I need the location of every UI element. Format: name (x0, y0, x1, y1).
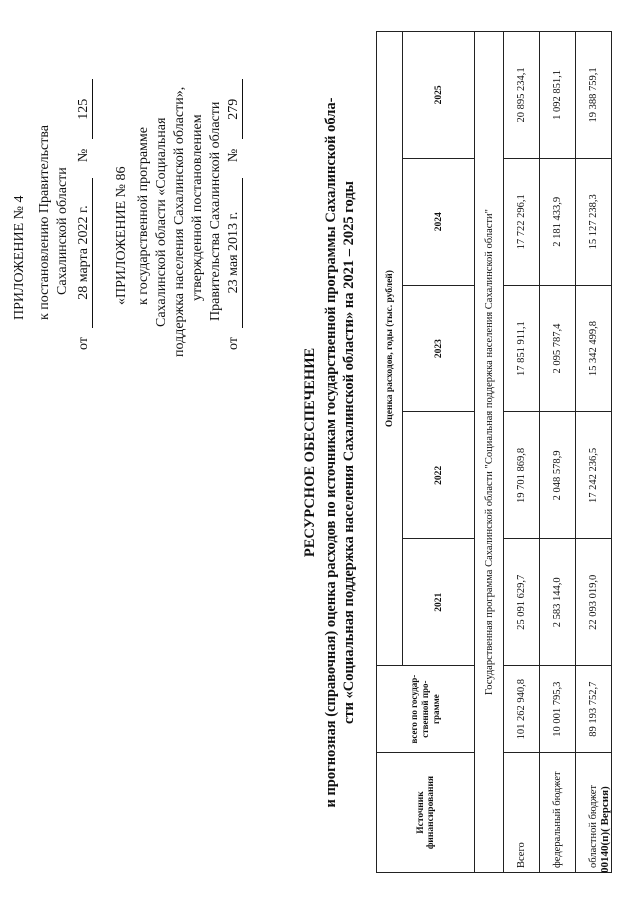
appendix-4-number: 125 (76, 79, 93, 139)
cell-value: 15 342 499,8 (576, 285, 612, 412)
cell-total: 89 193 752,7 (576, 666, 612, 753)
appendix-4-date: 28 марта 2022 г. (76, 178, 93, 328)
cell-value: 19 701 869,8 (504, 412, 540, 539)
cell-value: 2 095 787,4 (540, 285, 576, 412)
cell-value: 1 092 851,1 (540, 32, 576, 159)
col-header-year: 2025 (403, 32, 475, 159)
cell-value: 19 388 759,1 (576, 32, 612, 159)
cell-value: 22 093 019,0 (576, 539, 612, 666)
appendix-86-num-label: № (226, 148, 241, 163)
appendix-86-title: «ПРИЛОЖЕНИЕ № 86 (114, 166, 129, 305)
cell-value: 17 722 296,1 (504, 158, 540, 285)
appendix-86-number: 279 (226, 79, 243, 139)
appendix-4-line2: Сахалинской области (55, 167, 70, 295)
appendix-86-line3: поддержка населения Сахалинской области», (172, 86, 187, 357)
table-row (504, 32, 540, 873)
row-label: областной бюджет (576, 753, 612, 873)
cell-value: 2 181 433,9 (540, 158, 576, 285)
appendix-4-from: от (76, 337, 91, 350)
cell-value: 2 048 578,9 (540, 412, 576, 539)
cell-total: 101 262 940,8 (504, 666, 540, 753)
heading-line2: и прогнозная (справочная) оценка расходов по источникам государственной программы Сахалинской обла- (323, 97, 339, 808)
appendix-4-date-line (76, 79, 93, 350)
cell-value: 25 091 629,7 (504, 539, 540, 666)
table-row (540, 32, 576, 873)
row-label: федеральный бюджет (540, 753, 576, 873)
col-header-year: 2023 (403, 285, 475, 412)
col-header-source: Источник финансирования (377, 753, 475, 873)
appendix-4-line1: к постановлению Правительства (37, 124, 52, 320)
col-group-header: Оценка расходов, годы (тыс. рублей) (377, 32, 403, 666)
cell-value: 17 851 911,1 (504, 285, 540, 412)
appendix-86-from: от (226, 337, 241, 350)
cell-value: 20 895 234,1 (504, 32, 540, 159)
cell-value: 15 127 238,3 (576, 158, 612, 285)
heading-title: РЕСУРСНОЕ ОБЕСПЕЧЕНИЕ (302, 347, 318, 558)
footer-version: 00140(п)( Версия) (599, 786, 611, 873)
table-row (576, 32, 612, 873)
appendix-86-date: 23 мая 2013 г. (226, 178, 243, 328)
row-label: Всего (504, 753, 540, 873)
cell-total: 10 001 795,3 (540, 666, 576, 753)
col-header-total: всего по государ-ственной про-грамме (377, 666, 475, 753)
appendix-4-title: ПРИЛОЖЕНИЕ № 4 (12, 195, 27, 320)
col-header-year: 2024 (403, 158, 475, 285)
col-header-year: 2021 (403, 539, 475, 666)
appendix-4-num-label: № (76, 148, 91, 163)
program-row: Государственная программа Сахалинской области "Социальная поддержка населения Сахалинской области" (475, 32, 504, 873)
appendix-86-line5: Правительства Сахалинской области (208, 101, 223, 321)
appendix-86-date-line (226, 79, 243, 350)
appendix-86-line2: Сахалинской области «Социальная (154, 117, 169, 327)
col-header-year: 2022 (403, 412, 475, 539)
appendix-86-line1: к государственной программе (136, 127, 151, 305)
resource-table (376, 31, 612, 873)
cell-value: 2 583 144,0 (540, 539, 576, 666)
appendix-86-line4: утвержденной постановлением (190, 114, 205, 301)
cell-value: 17 242 236,5 (576, 412, 612, 539)
heading-line3: сти «Социальная поддержка населения Сахалинской области» на 2021 – 2025 годы (341, 181, 357, 724)
